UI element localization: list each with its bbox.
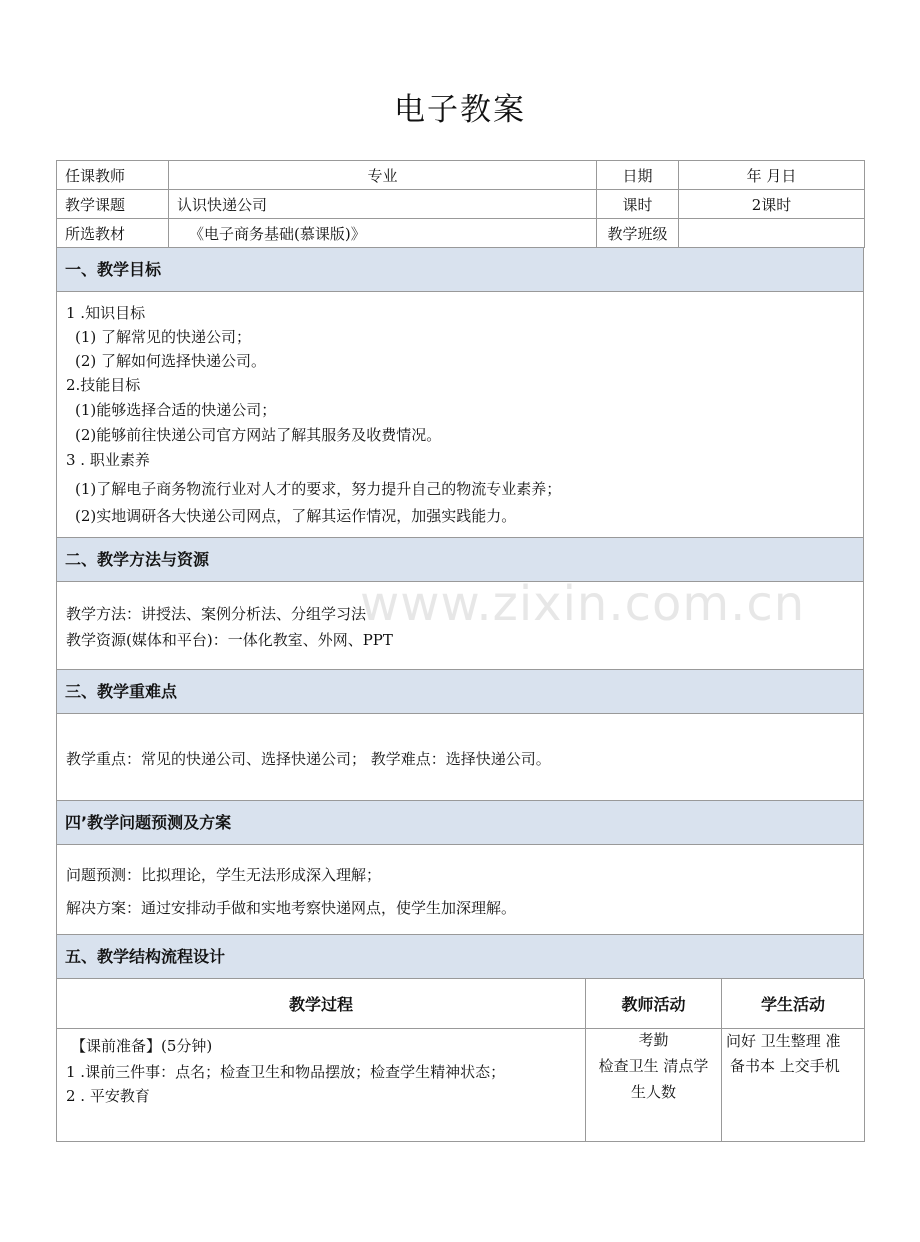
watermark: www.zixin.com.cn	[360, 576, 806, 632]
section-2-body	[56, 582, 864, 670]
flow-header-process: 教学过程	[57, 979, 586, 1029]
s1-line: (2) 了解如何选择快递公司。	[75, 352, 267, 370]
s4-line: 解决方案：通过安排动手做和实地考察快递网点，使学生加深理解。	[66, 899, 517, 917]
textbook-value: 《电子商务基础(慕课版)》	[169, 219, 597, 248]
flow-row	[57, 1029, 865, 1142]
info-row-1	[57, 161, 865, 190]
textbook-label: 所选教材	[57, 219, 169, 248]
s1-line: 3 . 职业素养	[66, 451, 150, 469]
flow-teacher-cell	[586, 1029, 722, 1142]
flow-student-line: 问好 卫生整理 准	[726, 1032, 841, 1050]
section-3-body	[56, 714, 864, 801]
flow-student-line: 备书本 上交手机	[730, 1057, 840, 1075]
flow-header-student: 学生活动	[722, 979, 865, 1029]
class-value	[679, 219, 865, 248]
s1-line: (1) 了解常见的快递公司；	[75, 328, 252, 346]
s1-line: (1)能够选择合适的快递公司；	[75, 401, 277, 419]
flow-process-line: 【课前准备】(5分钟)	[71, 1037, 213, 1055]
section-2-heading: 二、教学方法与资源	[56, 538, 864, 582]
date-value: 年 月日	[679, 161, 865, 190]
class-label: 教学班级	[597, 219, 679, 248]
flow-header-row	[57, 979, 865, 1029]
flow-table	[56, 979, 865, 1142]
topic-label: 教学课题	[57, 190, 169, 219]
section-1-heading: 一、教学目标	[56, 248, 864, 292]
flow-process-cell	[57, 1029, 586, 1142]
section-4-heading: 四’教学问题预测及方案	[56, 801, 864, 845]
major-label: 专业	[169, 161, 597, 190]
s1-line: 2.技能目标	[66, 376, 141, 394]
hours-label: 课时	[597, 190, 679, 219]
info-row-3	[57, 219, 865, 248]
s3-line: 教学重点：常见的快递公司、选择快递公司； 教学难点：选择快递公司。	[66, 750, 551, 768]
teacher-label: 任课教师	[57, 161, 169, 190]
info-row-2	[57, 190, 865, 219]
date-label: 日期	[597, 161, 679, 190]
flow-student-cell	[722, 1029, 865, 1142]
s1-line: (2)实地调研各大快递公司网点，了解其运作情况，加强实践能力。	[75, 507, 517, 525]
s1-line: 1 .知识目标	[66, 304, 146, 322]
section-3-heading: 三、教学重难点	[56, 670, 864, 714]
flow-teacher-line: 生人数	[630, 1083, 676, 1101]
flow-header-teacher: 教师活动	[586, 979, 722, 1029]
lesson-plan-frame	[56, 160, 864, 1142]
s1-line: (1)了解电子商务物流行业对人才的要求，努力提升自己的物流专业素养；	[75, 480, 562, 498]
flow-teacher-line: 检查卫生 清点学	[598, 1057, 709, 1075]
s2-line: 教学资源(媒体和平台)：一体化教室、外网、PPT	[66, 631, 393, 649]
flow-process-line: 2 . 平安教育	[66, 1087, 150, 1105]
info-table	[56, 160, 865, 248]
s2-line: 教学方法：讲授法、案例分析法、分组学习法	[66, 605, 367, 623]
s4-line: 问题预测：比拟理论，学生无法形成深入理解；	[66, 866, 382, 884]
hours-value: 2课时	[679, 190, 865, 219]
topic-value: 认识快递公司	[169, 190, 597, 219]
flow-process-line: 1 .课前三件事：点名；检查卫生和物品摆放；检查学生精神状态；	[66, 1063, 506, 1081]
section-1-body	[56, 292, 864, 538]
flow-teacher-line: 考勤	[638, 1031, 669, 1049]
page-title: 电子教案	[394, 92, 526, 128]
section-4-body	[56, 845, 864, 935]
section-5-heading: 五、教学结构流程设计	[56, 935, 864, 979]
s1-line: (2)能够前往快递公司官方网站了解其服务及收费情况。	[75, 426, 442, 444]
